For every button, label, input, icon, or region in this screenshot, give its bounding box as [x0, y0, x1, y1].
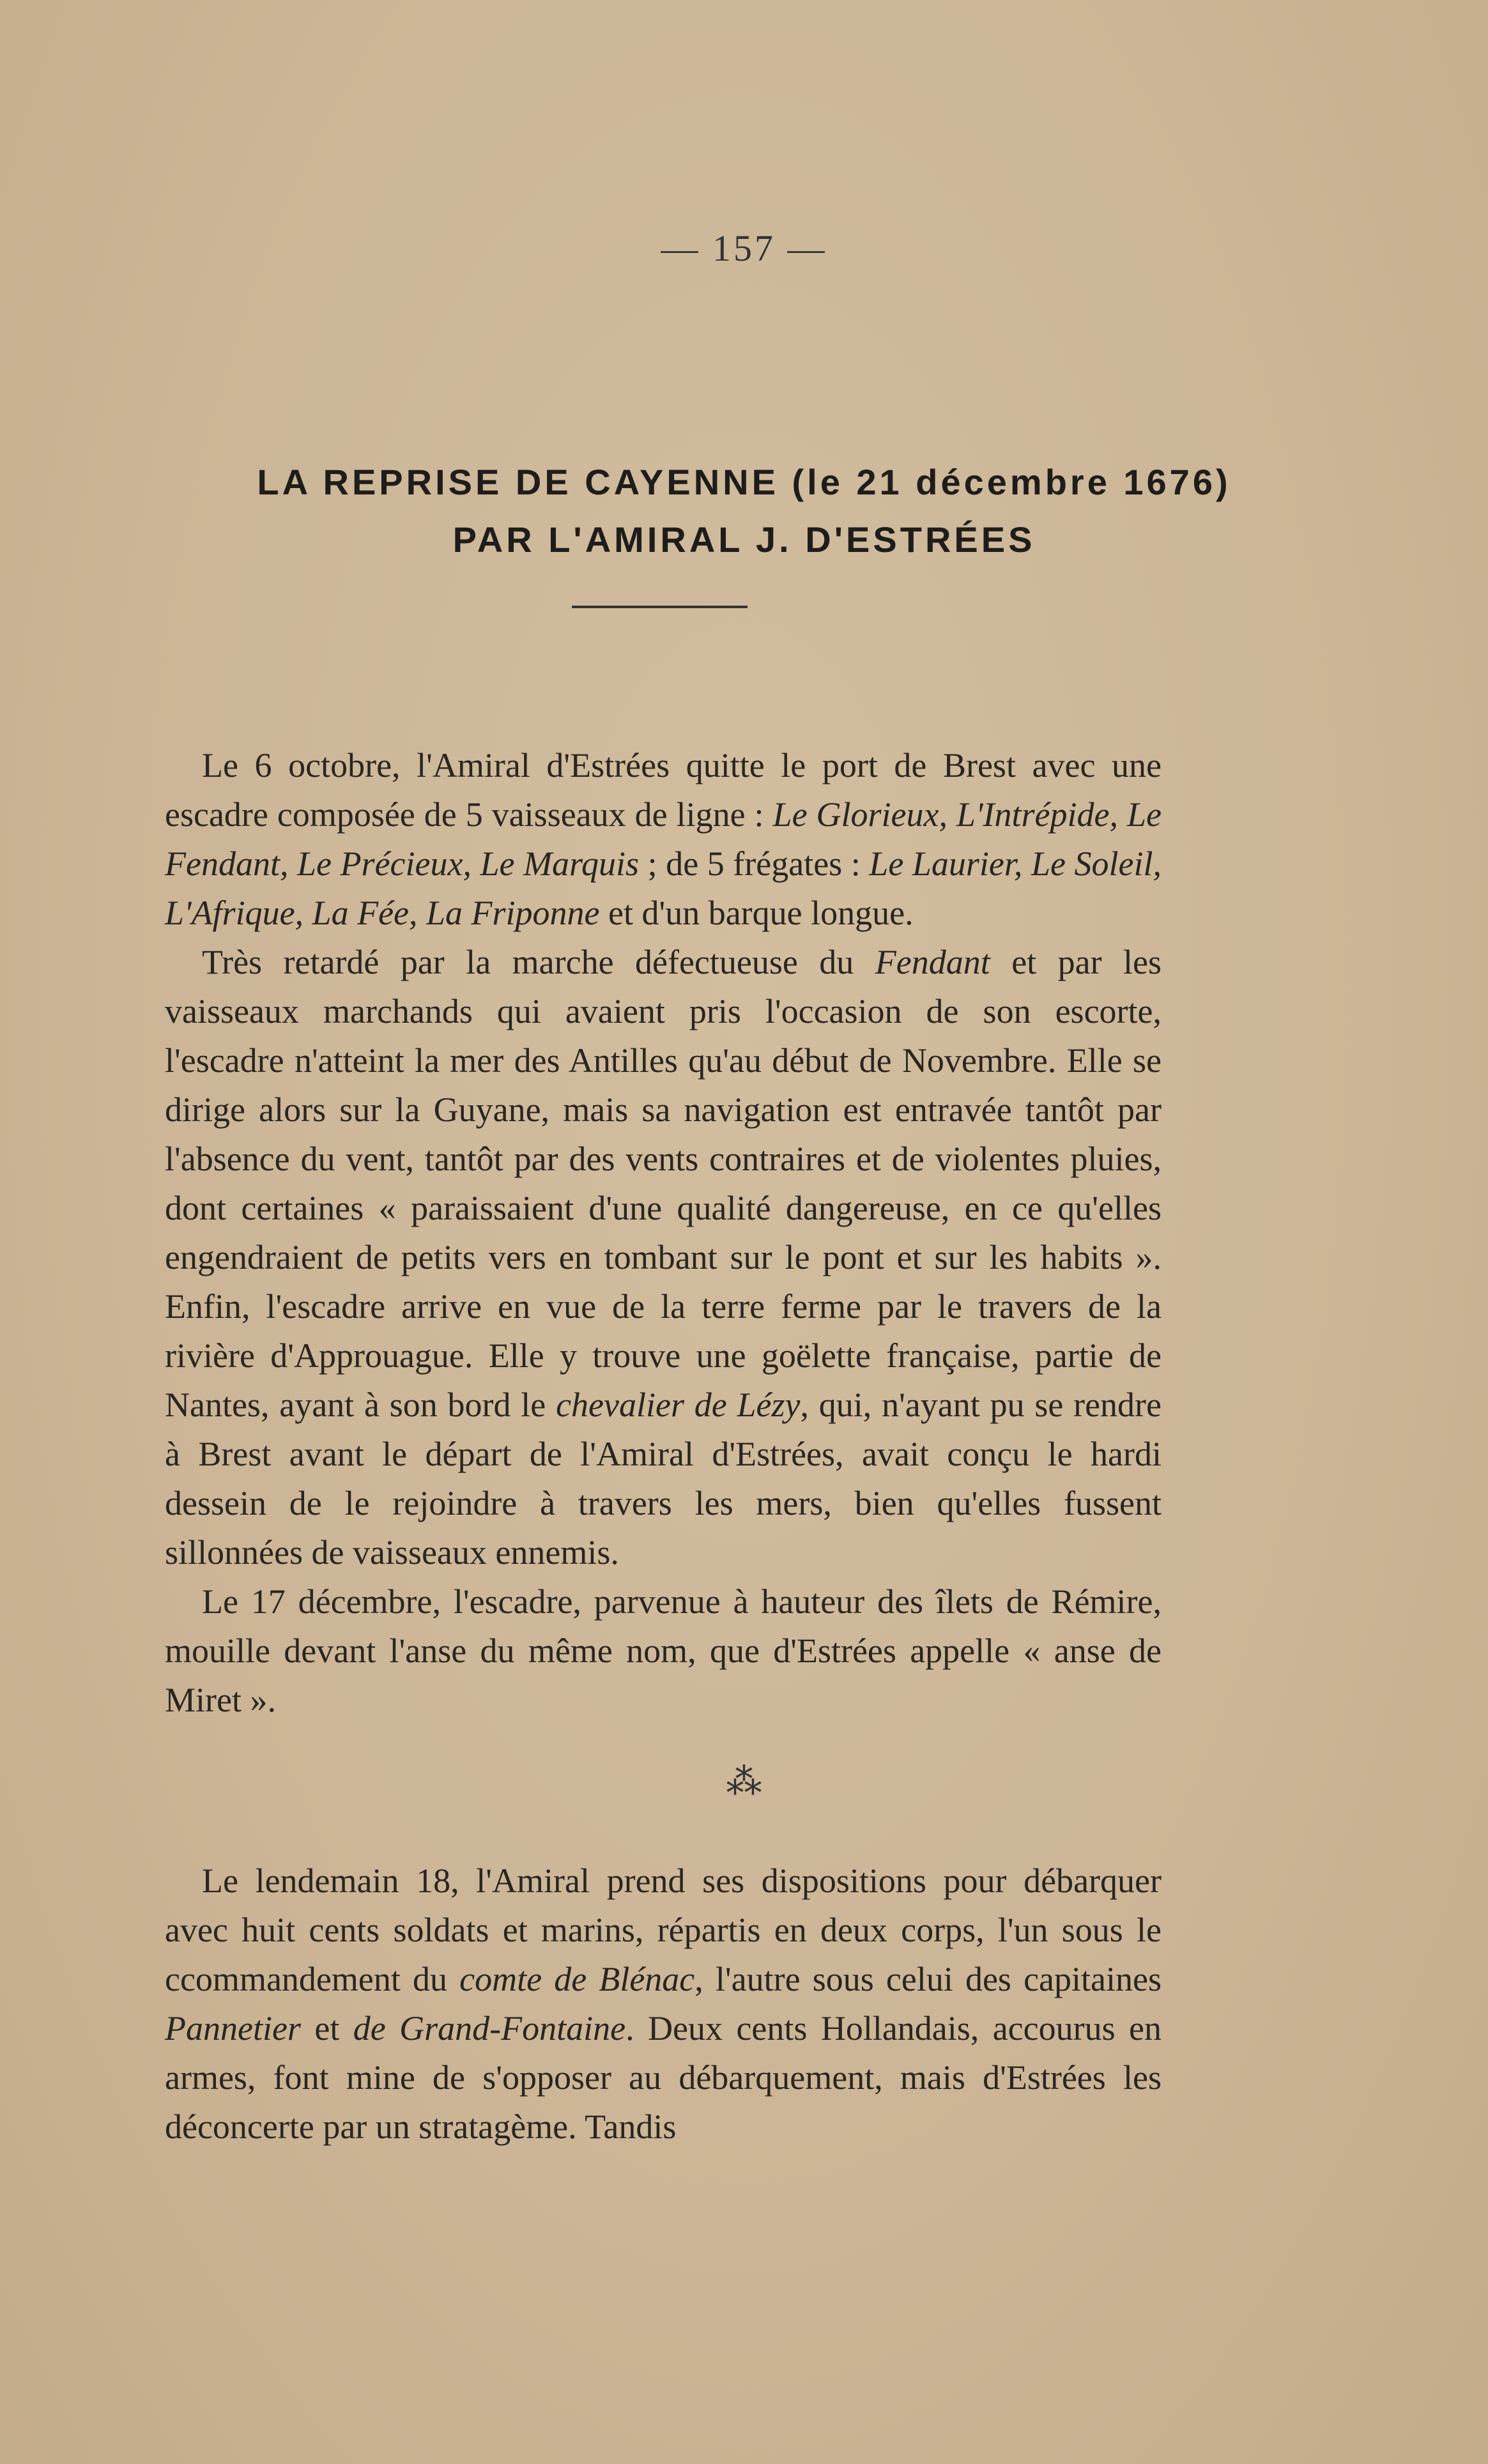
- paragraph-2-text-c: , qui, n'ayant pu se rendre à Brest avant le départ de l'Amiral d'Estrées, avait conçu le hardi dessein de le rejoindre à travers les mers, bien qu'elles fussent sillonnées de vaisseaux ennemis.: [165, 1386, 1162, 1572]
- person-name-lezy: chevalier de Lézy: [556, 1386, 801, 1424]
- paragraph-2-text-b: et par les vaisseaux marchands qui avaient pris l'occasion de son escorte, l'escadre n'atteint la mer des Antilles qu'au début de Novembre. Elle se dirige alors sur la Guyane, mais sa navigation est entravée tantôt par l'absence du vent, tantôt par des vents contraires et de violentes pluies, dont certaines « paraissaient d'une qualité dangereuse, en ce qu'elles engendraient de petits vers en tombant sur le pont et sur les habits ». Enfin, l'escadre arrive en vue de la terre ferme par le travers de la rivière d'Approuague. Elle y trouve une goëlette française, partie de Nantes, ayant à son bord le: [165, 943, 1162, 1424]
- chapter-title-line-1: LA REPRISE DE CAYENNE (le 21 décembre 1676): [257, 462, 1231, 502]
- paragraph-4-text-b: , l'autre sous celui des capitaines: [694, 1960, 1162, 1998]
- section-separator-asterism: ⁂: [726, 1763, 762, 1802]
- ship-name-fendant: Fendant: [875, 943, 990, 981]
- ship-names-2: Le Laurier, Le Soleil, L'Afrique, La Fée, La Friponne: [165, 845, 1162, 932]
- page-number: — 157 —: [661, 227, 827, 269]
- paragraph-4-text-d: . Deux cents Hollandais, accourus en armes, font mine de s'opposer au débarquement, mais d'Estrées les déconcerte par un stratagème. Tandis: [165, 2009, 1162, 2146]
- paragraph-1-text-b: ; de 5 frégates :: [639, 845, 870, 883]
- paragraph-1: [165, 741, 1162, 938]
- person-name-pannetier: Pannetier: [165, 2009, 301, 2047]
- chapter-title-line-2: PAR L'AMIRAL J. D'ESTRÉES: [452, 519, 1036, 560]
- paragraph-2: [165, 938, 1162, 1577]
- person-name-grand-fontaine: de Grand-Fontaine: [353, 2009, 626, 2047]
- paragraph-4-text-c: et: [300, 2009, 353, 2047]
- paragraph-4: [165, 1856, 1162, 2152]
- ship-names-1: Le Glorieux, L'Intrépide, Le Fendant, Le Précieux, Le Marquis: [165, 795, 1162, 883]
- paragraph-1-text-a: Le 6 octobre, l'Amiral d'Estrées quitte le port de Brest avec une escadre composée de 5 vaisseaux de ligne :: [165, 746, 1162, 834]
- paragraph-2-text-a: Très retardé par la marche défectueuse du: [202, 943, 875, 981]
- text-block-2: [165, 1856, 1162, 2152]
- paragraph-3: Le 17 décembre, l'escadre, parvenue à hauteur des îlets de Rémire, mouille devant l'anse du même nom, que d'Estrées appelle « anse de Miret ».: [165, 1582, 1162, 1719]
- paragraph-1-text-c: et d'un barque longue.: [599, 894, 914, 932]
- text-block-1: [165, 741, 1162, 1725]
- title-divider: [572, 606, 748, 608]
- person-name-blenac: comte de Blénac: [459, 1960, 695, 1998]
- paragraph-4-text-a: Le lendemain 18, l'Amiral prend ses dispositions pour débarquer avec huit cents soldats et marins, répartis en deux corps, l'un sous le ccommandement du: [165, 1862, 1162, 1998]
